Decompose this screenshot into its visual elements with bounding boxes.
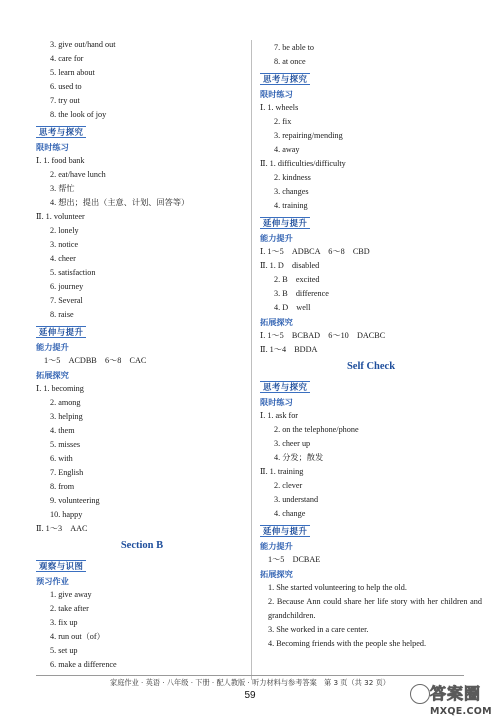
answer-line: 2. kindness: [274, 173, 311, 182]
answer-line: 2. on the telephone/phone: [274, 425, 359, 434]
answer-line: 6. make a difference: [50, 660, 117, 669]
answer-line: 3. give out/hand out: [50, 40, 116, 49]
answer-line: 6. used to: [50, 82, 82, 91]
answer-line: Ⅱ. 1. D disabled: [260, 261, 320, 270]
section-heading-yanshen: 延伸与提升: [36, 326, 86, 338]
answer-line: 4. 想出；提出（主意、计划、回答等）: [50, 198, 190, 207]
answer-line: 1. She started volunteering to help the old.: [268, 583, 407, 592]
self-check-title: Self Check: [346, 361, 396, 372]
answer-line: 2. among: [50, 398, 81, 407]
subheading-tuozhan-2: 拓展探究: [260, 569, 293, 579]
answer-line: 6. journey: [50, 282, 84, 291]
section-b-title: Section B: [120, 540, 164, 551]
subheading-xianshi-2: 限时练习: [260, 397, 293, 407]
section-heading-sikao: 思考与探究: [260, 73, 310, 85]
answer-line: 8. the look of joy: [50, 110, 107, 119]
answer-line: 4. run out（of）: [50, 632, 105, 641]
subheading-xianshi: 限时练习: [36, 142, 69, 152]
watermark-logo: [410, 680, 498, 722]
answer-line: 7. English: [50, 468, 84, 477]
right-column: [260, 41, 482, 651]
answer-line: 3. 帮忙: [50, 184, 75, 193]
answer-line: Ⅱ. 1. difficulties/difficulty: [260, 159, 346, 168]
answer-line: 8. at once: [274, 57, 306, 66]
answer-line: 2. lonely: [50, 226, 79, 235]
watermark-icon: [410, 684, 430, 704]
answer-line: 1～5 DCBAE: [268, 555, 321, 564]
answer-line: Ⅰ. 1. ask for: [260, 411, 299, 420]
page-number: 59: [244, 690, 256, 701]
answer-line: 3. helping: [50, 412, 83, 421]
answer-line: Ⅰ. 1. wheels: [260, 103, 299, 112]
answer-line: 2. clever: [274, 481, 303, 490]
answer-line: 1. give away: [50, 590, 92, 599]
subheading-nengli: 能力提升: [260, 233, 293, 243]
subheading-nengli: 能力提升: [36, 342, 69, 352]
section-heading-guancha: 观察与识图: [36, 560, 86, 572]
answer-line: 3. repairing/mending: [274, 131, 343, 140]
answer-line: 3. understand: [274, 495, 319, 504]
footer-text: 家庭作业 · 英语 · 八年级 · 下册 · 配人教版 · 听力材料与参考答案 第 3 页（共 32 页）: [110, 678, 390, 687]
answer-line: Ⅰ. 1～5 ADBCA 6～8 CBD: [260, 247, 370, 256]
answer-line: 1～5 ACDBB 6～8 CAC: [44, 356, 147, 365]
answer-line: 4. Becoming friends with the people she helped.: [268, 639, 427, 648]
footer-rule: [36, 675, 464, 676]
answer-line: 4. training: [274, 201, 308, 210]
answer-line: Ⅰ. 1. food bank: [36, 156, 85, 165]
section-heading-yanshen: 延伸与提升: [260, 217, 310, 229]
watermark-url: MXQE.COM: [430, 706, 492, 717]
answer-line: 3. notice: [50, 240, 79, 249]
subheading-yuxi: 预习作业: [36, 576, 69, 586]
answer-line: 4. 分发；散发: [274, 453, 324, 462]
answer-line: 7. try out: [50, 96, 80, 105]
answer-line: 2. take after: [50, 604, 89, 613]
answer-line: 5. learn about: [50, 68, 95, 77]
answer-line: 9. volunteering: [50, 496, 100, 505]
answer-line: 8. raise: [50, 310, 74, 319]
answer-line: Ⅰ. 1. becoming: [36, 384, 84, 393]
section-heading-sikao-2: 思考与探究: [260, 381, 310, 393]
answer-line: 5. set up: [50, 646, 78, 655]
answer-line: 8. from: [50, 482, 75, 491]
answer-line: 5. misses: [50, 440, 81, 449]
subheading-nengli-2: 能力提升: [260, 541, 293, 551]
section-heading-yanshen-2: 延伸与提升: [260, 525, 310, 537]
answer-line: 3. fix up: [50, 618, 78, 627]
answer-line: 4. D well: [274, 303, 311, 312]
answer-line: Ⅱ. 1. volunteer: [36, 212, 85, 221]
subheading-tuozhan: 拓展探究: [36, 370, 69, 380]
answer-line: 2. B excited: [274, 275, 320, 284]
answer-line: Ⅱ. 1～4 BDDA: [260, 345, 318, 354]
answer-line: 2. Because Ann could share her life story with her children and grandchildren.: [268, 597, 482, 620]
answer-line: 2. eat/have lunch: [50, 170, 106, 179]
section-heading-sikao: 思考与探究: [36, 126, 86, 138]
answer-line: 5. satisfaction: [50, 268, 96, 277]
answer-line: 4. them: [50, 426, 75, 435]
answer-line: 3. changes: [274, 187, 309, 196]
watermark-text: 答案圈: [430, 684, 482, 703]
answer-line: Ⅱ. 1. training: [260, 467, 304, 476]
column-divider: [251, 40, 252, 680]
answer-line: Ⅱ. 1～3 AAC: [36, 524, 88, 533]
answer-line: 7. be able to: [274, 43, 315, 52]
answer-line: 6. with: [50, 454, 73, 463]
answer-line: 3. cheer up: [274, 439, 311, 448]
answer-line: Ⅰ. 1～5 BCBAD 6～10 DACBC: [260, 331, 386, 340]
answer-line: 3. She worked in a care center.: [268, 625, 369, 634]
answer-line: 4. away: [274, 145, 300, 154]
answer-line: 4. cheer: [50, 254, 76, 263]
answer-line: 3. B difference: [274, 289, 329, 298]
answer-line: 2. fix: [274, 117, 292, 126]
answer-line: 7. Several: [50, 296, 83, 305]
answer-line: 4. care for: [50, 54, 84, 63]
answer-line: 10. happy: [50, 510, 83, 519]
subheading-xianshi: 限时练习: [260, 89, 293, 99]
subheading-tuozhan: 拓展探究: [260, 317, 293, 327]
left-column: [36, 38, 248, 672]
answer-line: 4. change: [274, 509, 306, 518]
